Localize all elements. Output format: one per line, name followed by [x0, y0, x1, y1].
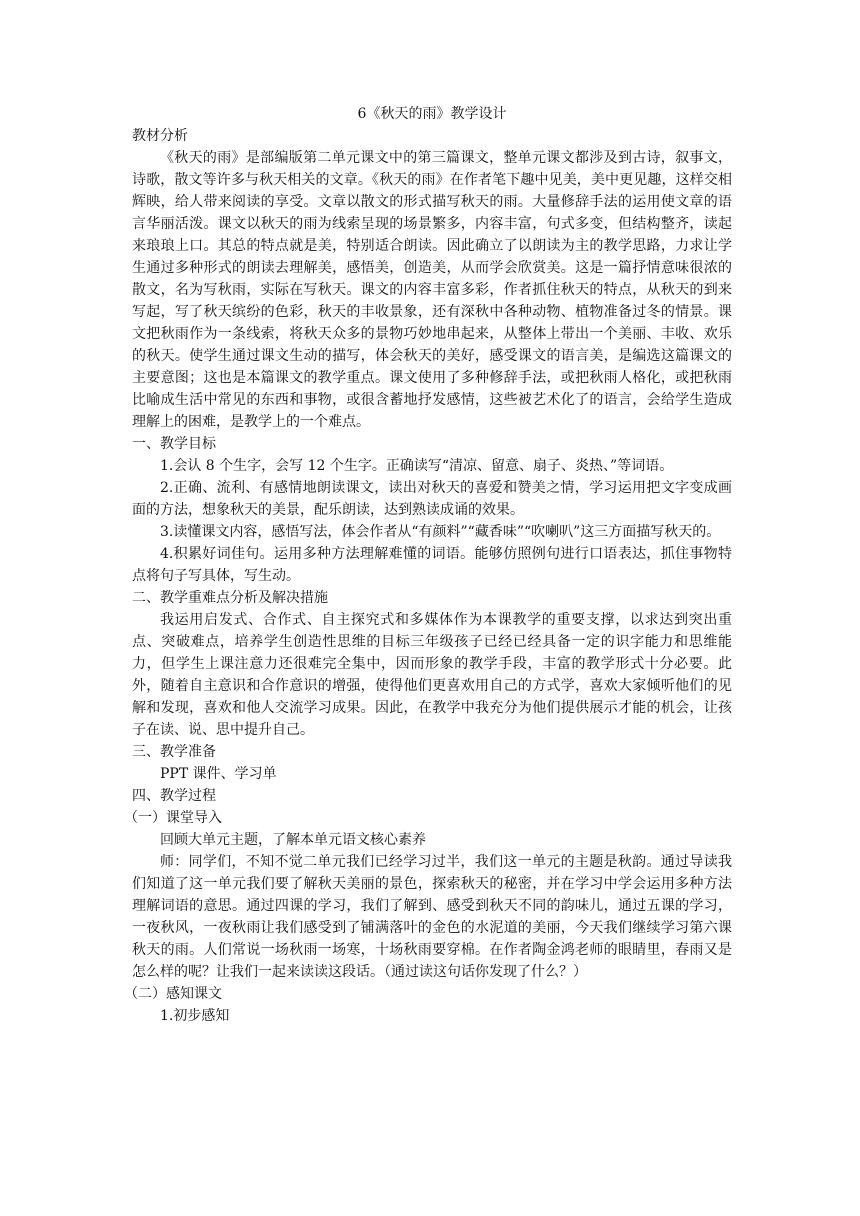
- goal-item-4: 4.积累好词佳句。运用多种方法理解难懂的词语。能够仿照例句进行口语表达，抓住事物特点将句子写具体，写生动。: [132, 546, 732, 584]
- goal-item-3: 3.读懂课文内容，感悟写法，体会作者从“有颜料”“藏香味”“吹喇叭”这三方面描写秋天的。: [160, 524, 721, 540]
- section-heading-teaching-goals: 一、教学目标: [132, 436, 216, 452]
- section-heading-material-analysis: 教材分析: [132, 128, 188, 144]
- section-heading-teaching-process: 四、教学过程: [132, 788, 216, 804]
- perceive-line: 1.初步感知: [160, 1008, 230, 1024]
- document-title: 6《秋天的雨》教学设计: [357, 106, 507, 122]
- intro-line: 回顾大单元主题，了解本单元语文核心素养: [160, 832, 426, 848]
- intro-paragraph: 师：同学们，不知不觉二单元我们已经学习过半，我们这一单元的主题是秋韵。通过导读我们知道了这一单元我们要了解秋天美丽的景色，探索秋天的秘密，并在学习中学会运用多种方法理解词语的意思。通过四课的学习，我们了解到、感受到秋天不同的韵味儿，通过五课的学习，一夜秋风，一夜秋雨让我们感受到了铺满落叶的金色的水泥道的美丽，今天我们继续学习第六课秋天的雨。人们常说一场秋雨一场寒，十场秋雨要穿棉。在作者陶金鸿老师的眼睛里，春雨又是怎么样的呢？让我们一起来读读这段话。（通过读这句话你发现了什么？）: [132, 854, 732, 980]
- section-heading-key-points: 二、教学重难点分析及解决措施: [132, 590, 328, 606]
- section-heading-preparation: 三、教学准备: [132, 744, 216, 760]
- preparation-line: PPT 课件、学习单: [160, 766, 277, 782]
- material-analysis-paragraph: 《秋天的雨》是部编版第二单元课文中的第三篇课文，整单元课文都涉及到古诗，叙事文，诗歌，散文等许多与秋天相关的文章。《秋天的雨》在作者笔下趣中见美，美中更见趣，这样交相辉映，给人带来阅读的享受。文章以散文的形式描写秋天的雨。大量修辞手法的运用使文章的语言华丽活泼。课文以秋天的雨为线索呈现的场景繁多，内容丰富，句式多变，但结构整齐，读起来琅琅上口。其总的特点就是美，特别适合朗读。因此确立了以朗读为主的教学思路，力求让学生通过多种形式的朗读去理解美，感悟美，创造美，从而学会欣赏美。这是一篇抒情意味很浓的散文，名为写秋雨，实际在写秋天。课文的内容丰富多彩，作者抓住秋天的特点，从秋天的到来写起，写了秋天缤纷的色彩，秋天的丰收景象，还有深秋中各种动物、植物准备过冬的情景。课文把秋雨作为一条线索，将秋天众多的景物巧妙地串起来，从整体上带出一个美丽、丰收、欢乐的秋天。使学生通过课文生动的描写，体会秋天的美好，感受课文的语言美，是编选这篇课文的主要意图；这也是本篇课文的教学重点。课文使用了多种修辞手法，或把秋雨人格化，或把秋雨比喻成生活中常见的东西和事物，或很含蓄地抒发感情，这些被艺术化了的语言，会给学生造成理解上的困难，是教学上的一个难点。: [132, 150, 732, 430]
- goal-item-1: 1.会认 8 个生字，会写 12 个生字。正确读写“清凉、留意、扇子、炎热、”等词语。: [160, 458, 674, 474]
- subsection-heading-intro: （一）课堂导入: [124, 810, 222, 826]
- key-points-paragraph: 我运用启发式、合作式、自主探究式和多媒体作为本课教学的重要支撑，以求达到突出重点、突破难点，培养学生创造性思维的目标三年级孩子已经已经具备一定的识字能力和思维能力，但学生上课注意力还很难完全集中，因而形象的教学手段，丰富的教学形式十分必要。此外，随着自主意识和合作意识的增强，使得他们更喜欢用自己的方式学，喜欢大家倾听他们的见解和发现，喜欢和他人交流学习成果。因此，在教学中我充分为他们提供展示才能的机会，让孩子在读、说、思中提升自己。: [132, 612, 732, 738]
- subsection-heading-perceive: （二）感知课文: [124, 986, 222, 1002]
- goal-item-2: 2.正确、流利、有感情地朗读课文，读出对秋天的喜爱和赞美之情，学习运用把文字变成画面的方法，想象秋天的美景，配乐朗读，达到熟读成诵的效果。: [132, 480, 732, 518]
